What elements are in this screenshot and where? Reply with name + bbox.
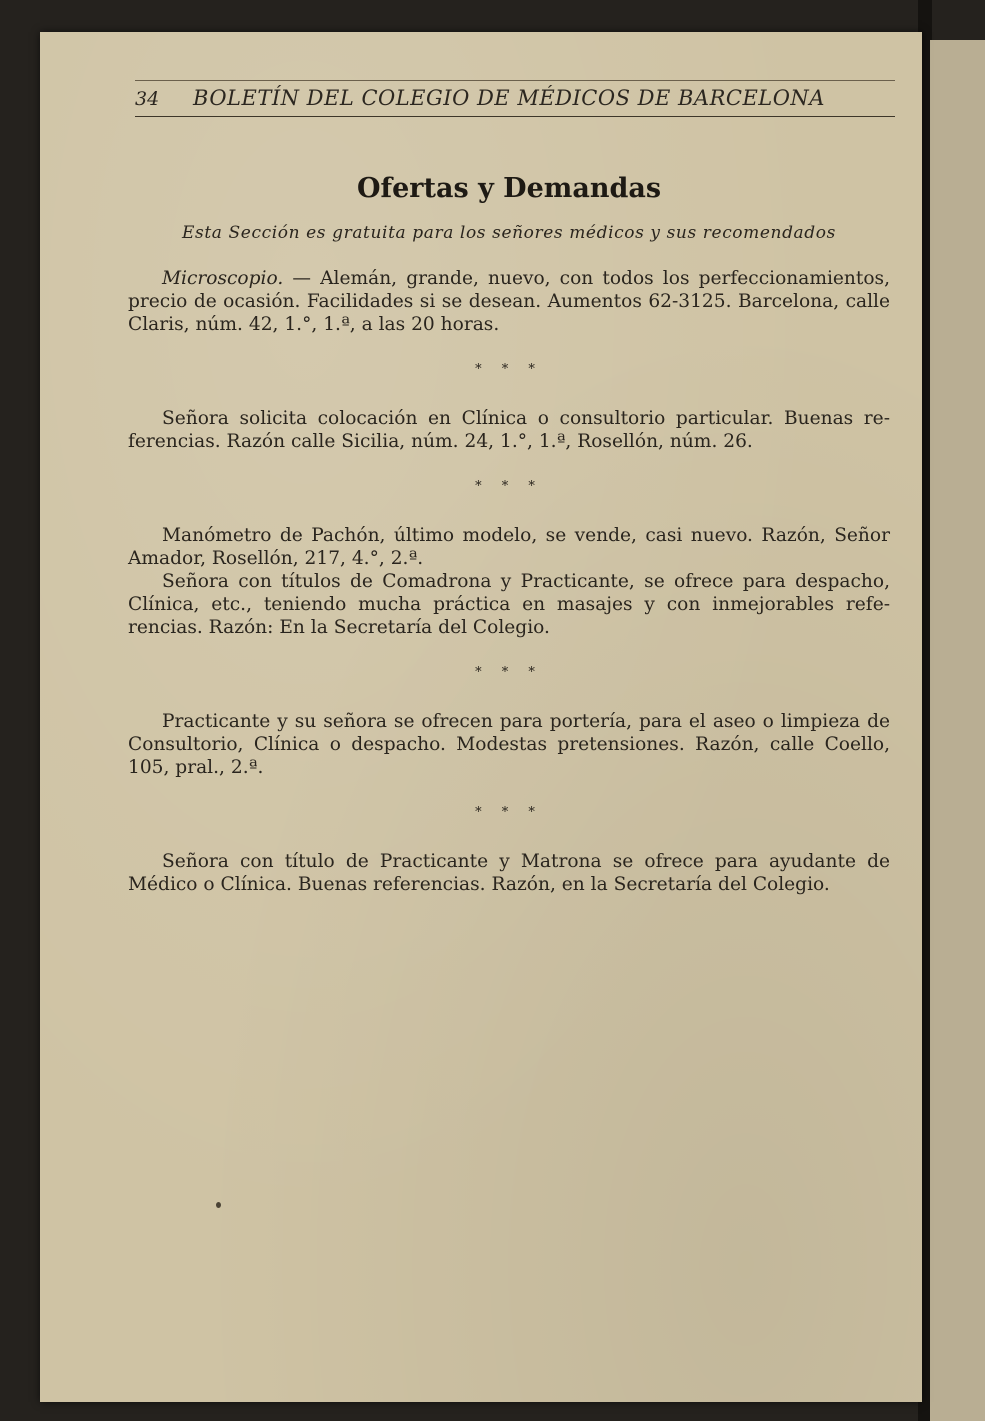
ink-speck [216, 1202, 221, 1208]
page-number: 34 [135, 88, 160, 110]
page-content [128, 172, 890, 896]
asterism-separator: * * * [475, 665, 543, 680]
header-top-rule [135, 80, 895, 81]
ad-lead-term: Microscopio. [162, 268, 284, 289]
page-sheet [40, 32, 922, 1402]
ad-text: — Alemán, grande, nuevo, con todos los perfeccionamientos, precio de ocasión. Facilidades si se desean. Aumentos 62-3125. Barcelona, calle Claris, núm. 42, 1.°, 1.ª, a las 20 horas. [128, 268, 890, 335]
classified-ad: Señora con título de Practicante y Matrona se ofrece para ayudante de Médico o Clínica. Buenas referencias. Razón, en la Secretaría del Colegio. [128, 851, 890, 895]
asterism-separator: * * * [475, 362, 543, 377]
adjacent-page-edge [930, 40, 985, 1421]
asterism-separator: * * * [475, 805, 543, 820]
classified-ad: Manómetro de Pachón, último modelo, se vende, casi nuevo. Razón, Señor Amador, Rosellón, 217, 4.°, 2.ª. [128, 525, 890, 569]
section-title: Ofertas y Demandas [356, 173, 662, 204]
section-note: Esta Sección es gratuita para los señores médicos y sus recomendados [182, 223, 836, 243]
running-header [135, 80, 895, 117]
classified-ad: Señora solicita colocación en Clínica o consultorio particular. Buenas referencias. Razón calle Sicilia, núm. 24, 1.°, 1.ª, Rosellón, núm. 26. [128, 408, 890, 452]
asterism-separator: * * * [475, 479, 543, 494]
journal-title: BOLETÍN DEL COLEGIO DE MÉDICOS DE BARCELONA [193, 86, 825, 110]
classified-ad: Practicante y su señora se ofrecen para portería, para el aseo o limpieza de Consultorio, Clínica o despacho. Modestas pretensiones. Razón, calle Coello, 105, pral., 2.ª. [128, 711, 890, 778]
classified-ad [128, 267, 890, 336]
classified-ad: Señora con títulos de Comadrona y Practicante, se ofrece para despacho, Clínica, etc., teniendo mucha práctica en masajes y con inmejorables referencias. Razón: En la Secretaría del Colegio. [128, 571, 890, 638]
